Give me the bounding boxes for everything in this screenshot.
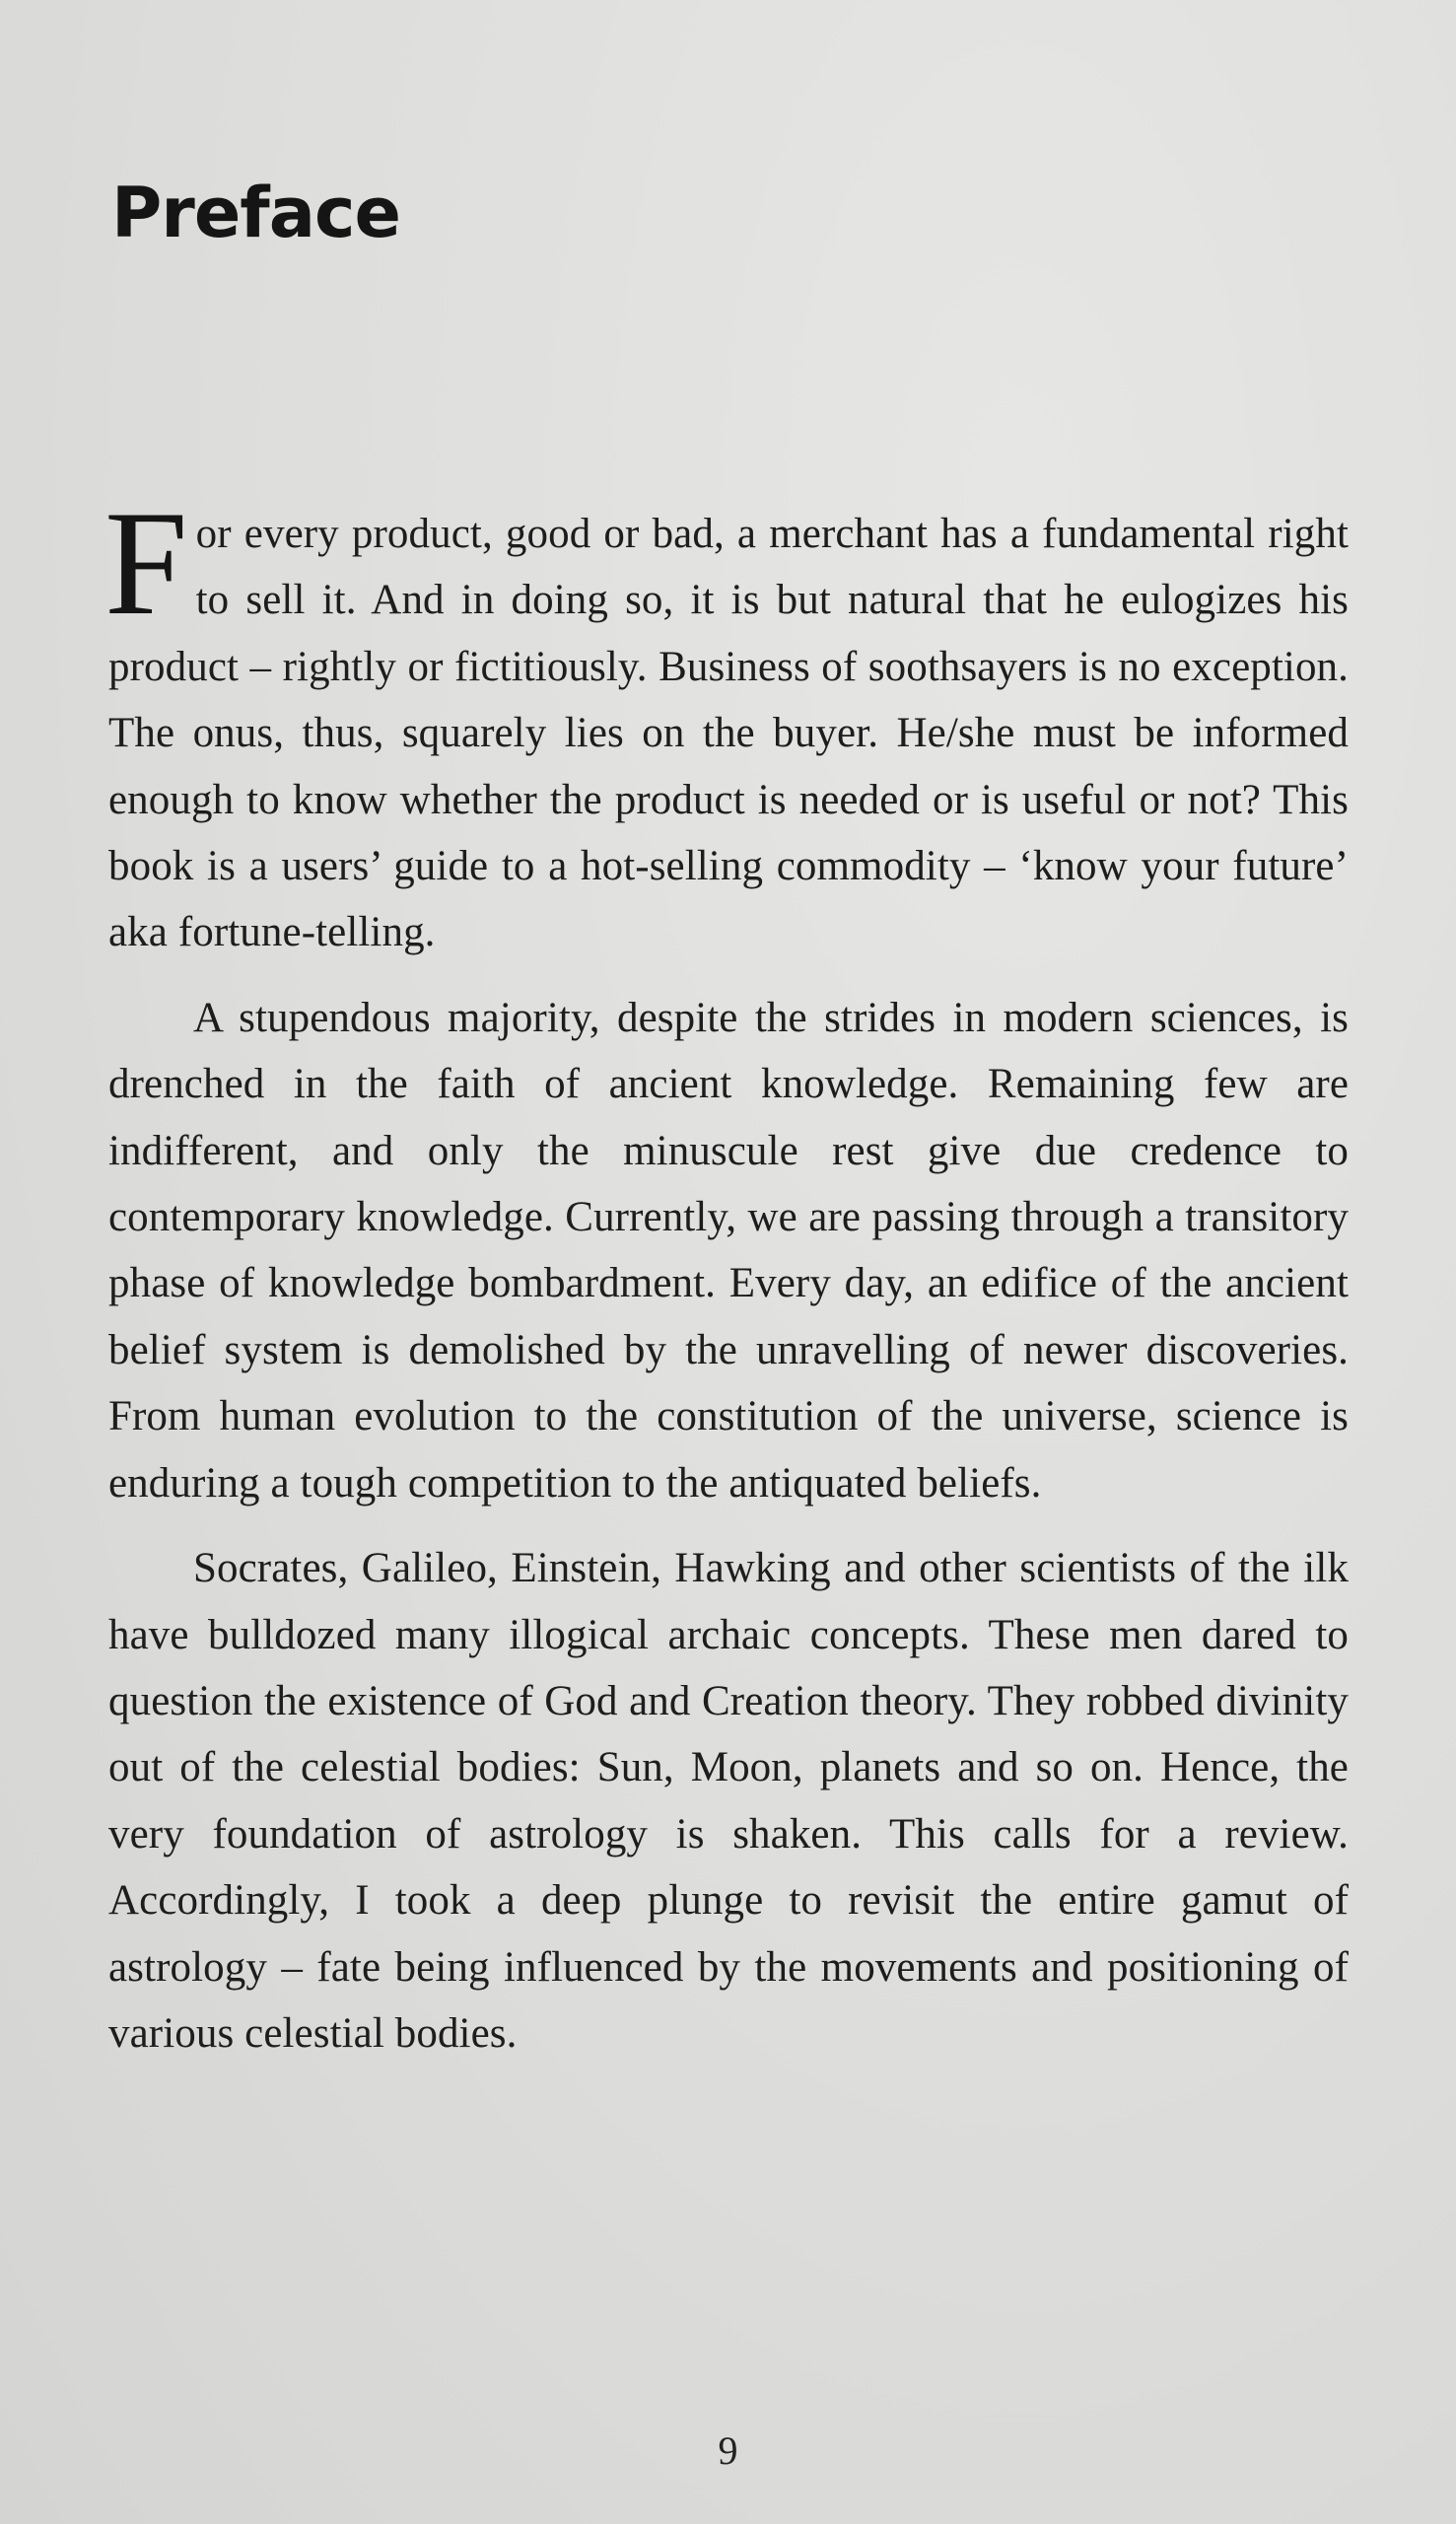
paragraph-1 [104, 480, 1349, 966]
chapter-heading: Preface [111, 173, 400, 253]
drop-cap: F [104, 480, 188, 646]
page-number: 9 [718, 2428, 738, 2473]
paragraph-2: A stupendous majority, despite the strides in modern sciences, is drenched in the faith of ancient knowledge. Remaining few are indifferent, and only the minuscule rest give due credence to contemporary knowledge. Currently, we are passing through a transitory phase of knowledge bombardment. Every day, an edifice of the ancient belief system is demolished by the unravelling of newer discoveries. From human evolution to the constitution of the universe, science is enduring a tough competition to the antiquated beliefs. [108, 994, 1349, 1507]
paragraph-1-text: or every product, good or bad, a merchant has a fundamental right to sell it. And in doing so, it is but natural that he eulogizes his product – rightly or fictitiously. Business of soothsayers is no exception. The onus, thus, squarely lies on the buyer. He/she must be informed enough to know whether the product is needed or is useful or not? This book is a users’ guide to a hot-selling commodity – ‘know your future’ aka fortune-telling. [108, 511, 1349, 956]
body-text [104, 480, 1349, 2067]
paragraph-3: Socrates, Galileo, Einstein, Hawking and other scientists of the ilk have bulldozed many illogical archaic concepts. These men dared to question the existence of God and Creation theory. They robbed divinity out of the celestial bodies: Sun, Moon, planets and so on. Hence, the very foundation of astrology is shaken. This calls for a review. Accordingly, I took a deep plunge to revisit the entire gamut of astrology – fate being influenced by the movements and positioning of various celestial bodies. [108, 1545, 1349, 2057]
